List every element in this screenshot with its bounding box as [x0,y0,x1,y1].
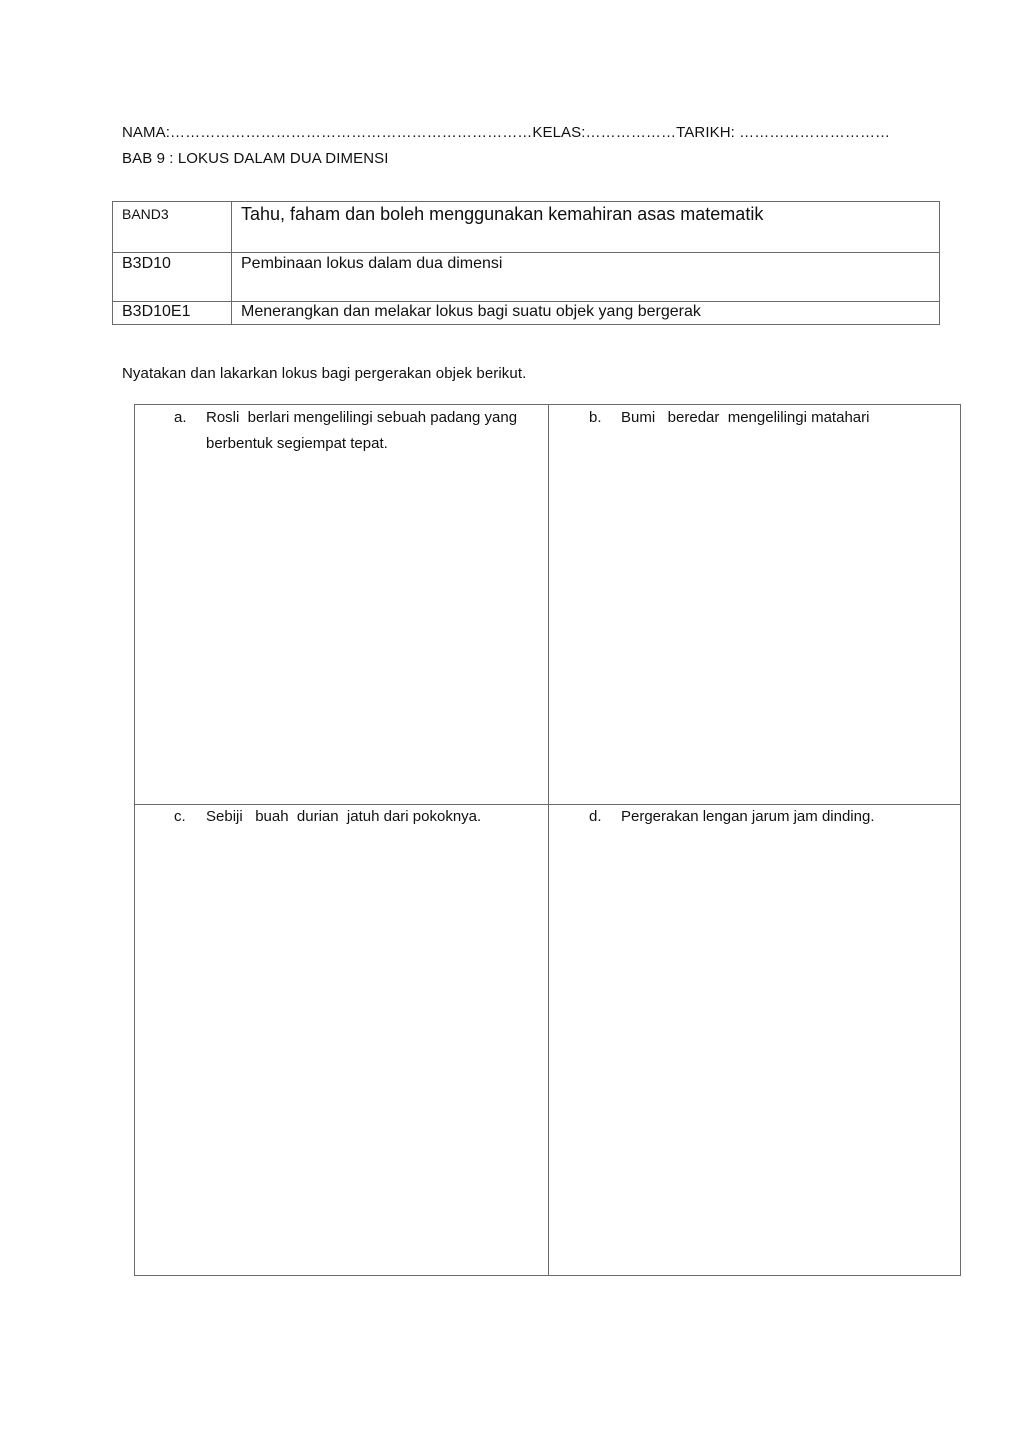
band-code: BAND3 [113,202,232,253]
question-d-text: Pergerakan lengan jarum jam dinding. [621,808,875,825]
question-b-letter: b. [589,409,602,426]
instruction-text: Nyatakan dan lakarkan lokus bagi pergerakan objek berikut. [122,365,527,382]
grid-divider-vertical [548,405,549,1275]
question-a-letter: a. [174,409,187,426]
question-c-letter: c. [174,808,186,825]
objective-code: B3D10E1 [113,302,232,325]
chapter-title: BAB 9 : LOKUS DALAM DUA DIMENSI [122,150,389,167]
question-b-text: Bumi beredar mengelilingi matahari [621,409,870,426]
learning-standard-table [112,201,940,325]
question-d-letter: d. [589,808,602,825]
standard-description: Pembinaan lokus dalam dua dimensi [232,253,940,302]
answer-grid [134,404,961,1276]
standard-code: B3D10 [113,253,232,302]
objective-description: Menerangkan dan melakar lokus bagi suatu objek yang bergerak [232,302,940,325]
student-info-line: NAMA:………………………………………………………………KELAS:………………TARIKH: ………………………… [122,124,891,141]
question-c-text: Sebiji buah durian jatuh dari pokoknya. [206,808,482,825]
band-description: Tahu, faham dan boleh menggunakan kemahiran asas matematik [232,202,940,253]
question-a-text: Rosli berlari mengelilingi sebuah padang yang berbentuk segiempat tepat. [206,409,522,452]
table-row [113,253,940,302]
table-row [113,202,940,253]
table-row [113,302,940,325]
